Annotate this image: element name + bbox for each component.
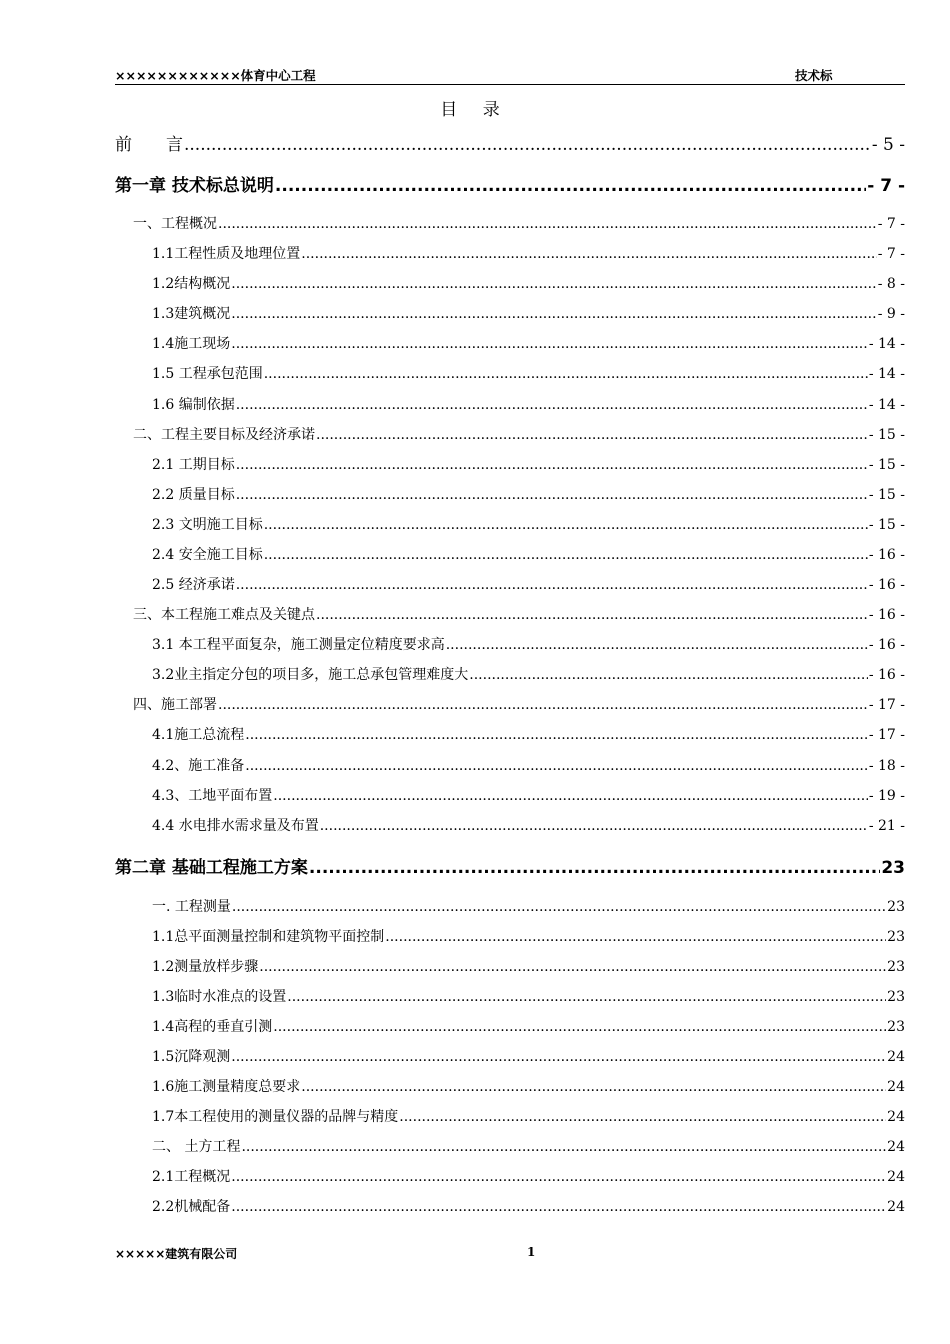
toc-entry-subsection[interactable] (152, 243, 905, 263)
toc-entry-page: 23 (887, 899, 905, 915)
toc-entry-label: 二、工程主要目标及经济承诺 (133, 427, 315, 443)
toc-entry-label: 2.1 工期目标 (152, 457, 235, 473)
toc-entry-section[interactable] (152, 1136, 905, 1156)
toc-entry-subsection[interactable] (152, 273, 905, 293)
toc-entry-label: 前 言 (115, 135, 183, 155)
toc-entry-label: 4.2、施工准备 (152, 758, 245, 774)
toc-entry-page: 23 (887, 929, 905, 945)
toc-entry-page: - 7 - (877, 246, 905, 262)
toc-entry-label: 第一章 技术标总说明 (115, 176, 274, 196)
toc-entry-section[interactable] (133, 213, 905, 233)
toc-entry-subsection[interactable] (152, 544, 905, 564)
toc-entry-page: - 17 - (868, 697, 905, 713)
toc-entry-subsection[interactable] (152, 1106, 905, 1126)
toc-entry-page: - 16 - (868, 667, 905, 683)
toc-entry-page: 24 (887, 1049, 905, 1065)
toc-entry-page: - 7 - (867, 176, 905, 196)
toc-entry-subsection[interactable] (152, 724, 905, 744)
toc-entry-label: 2.3 文明施工目标 (152, 517, 263, 533)
toc-entry-page: - 14 - (868, 366, 905, 382)
toc-entry-label: 3.1 本工程平面复杂，施工测量定位精度要求高 (152, 637, 445, 653)
toc-entry-label: 4.3、工地平面布置 (152, 788, 273, 804)
toc-entry-label: 2.4 安全施工目标 (152, 547, 263, 563)
page-header (115, 66, 905, 85)
toc-entry-subsection[interactable] (152, 394, 905, 414)
toc-entry-label: 2.5 经济承诺 (152, 577, 235, 593)
toc-entry-label: 1.4施工现场 (152, 336, 231, 352)
toc-entry-page: 24 (887, 1139, 905, 1155)
toc-entry-subsection[interactable] (152, 484, 905, 504)
toc-entry-subsection[interactable] (152, 1046, 905, 1066)
toc-entry-label: 4.4 水电排水需求量及布置 (152, 818, 319, 834)
toc-entry-page: - 16 - (868, 607, 905, 623)
toc-entry-page: - 15 - (868, 457, 905, 473)
toc-entry-label: 2.2 质量目标 (152, 487, 235, 503)
footer-page-number: 1 (527, 1245, 536, 1259)
toc-entry-page: - 14 - (868, 397, 905, 413)
toc-entry-label: 1.1工程性质及地理位置 (152, 246, 301, 262)
toc-entry-page: 24 (887, 1079, 905, 1095)
toc-entry-subsection[interactable] (152, 664, 905, 684)
toc-entry-page: 24 (887, 1109, 905, 1125)
toc-entry-label: 第二章 基础工程施工方案 (115, 858, 308, 878)
toc-entry-subsection[interactable] (152, 303, 905, 323)
toc-entry-page: - 9 - (877, 306, 905, 322)
toc-entry-chapter-2[interactable] (115, 853, 905, 878)
toc-entry-page: - 16 - (868, 577, 905, 593)
toc-entry-page: - 16 - (868, 637, 905, 653)
toc-entry-label: 2.1工程概况 (152, 1169, 231, 1185)
toc-entry-label: 1.6施工测量精度总要求 (152, 1079, 301, 1095)
toc-entry-page: - 8 - (877, 276, 905, 292)
toc-entry-page: - 15 - (868, 427, 905, 443)
toc-entry-section[interactable] (152, 896, 905, 916)
toc-entry-preface[interactable] (115, 130, 905, 155)
toc-entry-subsection[interactable] (152, 986, 905, 1006)
toc-entry-section[interactable] (133, 604, 905, 624)
toc-entry-page: - 18 - (868, 758, 905, 774)
toc-entry-label: 一、工程概况 (133, 216, 217, 232)
toc-entry-subsection[interactable] (152, 634, 905, 654)
toc-entry-page: - 7 - (877, 216, 905, 232)
toc-entry-label: 1.1总平面测量控制和建筑物平面控制 (152, 929, 385, 945)
toc-entry-subsection[interactable] (152, 574, 905, 594)
toc-entry-subsection[interactable] (152, 514, 905, 534)
toc-entry-section[interactable] (133, 694, 905, 714)
toc-entry-page: - 19 - (868, 788, 905, 804)
toc-entry-page: 23 (887, 989, 905, 1005)
toc-entry-subsection[interactable] (152, 363, 905, 383)
toc-entry-page: - 14 - (868, 336, 905, 352)
toc-entry-label: 1.4高程的垂直引测 (152, 1019, 273, 1035)
toc-entry-page: 24 (887, 1169, 905, 1185)
toc-entry-label: 1.5沉降观测 (152, 1049, 231, 1065)
toc-entry-page: - 16 - (868, 547, 905, 563)
toc-entry-label: 三、本工程施工难点及关键点 (133, 607, 315, 623)
toc-entry-subsection[interactable] (152, 333, 905, 353)
toc-entry-page: - 15 - (868, 517, 905, 533)
toc-entry-subsection[interactable] (152, 1196, 905, 1216)
toc-entry-chapter-1[interactable] (115, 171, 905, 196)
toc-entry-label: 四、施工部署 (133, 697, 217, 713)
toc-entry-label: 1.5 工程承包范围 (152, 366, 263, 382)
toc-entry-page: - 17 - (868, 727, 905, 743)
toc-entry-subsection[interactable] (152, 1016, 905, 1036)
toc-entry-label: 1.7本工程使用的测量仪器的品牌与精度 (152, 1109, 399, 1125)
toc-entry-subsection[interactable] (152, 785, 905, 805)
toc-entry-subsection[interactable] (152, 815, 905, 835)
toc-entry-label: 1.2结构概况 (152, 276, 231, 292)
toc-entry-subsection[interactable] (152, 926, 905, 946)
header-project-title: ××××××××××××体育中心工程 (115, 68, 316, 83)
toc-entry-subsection[interactable] (152, 1166, 905, 1186)
toc-entry-label: 1.6 编制依据 (152, 397, 235, 413)
toc-entry-label: 4.1施工总流程 (152, 727, 245, 743)
toc-entry-page: 23 (881, 858, 905, 878)
header-doc-type: 技术标 (795, 68, 833, 83)
toc-entry-subsection[interactable] (152, 454, 905, 474)
toc-entry-label: 一. 工程测量 (152, 899, 231, 915)
toc-entry-subsection[interactable] (152, 1076, 905, 1096)
toc-entry-label: 二、 土方工程 (152, 1139, 241, 1155)
toc-entry-page: 23 (887, 1019, 905, 1035)
toc-entry-label: 1.3临时水准点的设置 (152, 989, 287, 1005)
footer-company: ×××××建筑有限公司 (115, 1247, 238, 1261)
toc-entry-label: 1.3建筑概况 (152, 306, 231, 322)
toc-entry-page: 24 (887, 1199, 905, 1215)
page-footer (115, 1245, 905, 1261)
toc-entry-label: 1.2测量放样步骤 (152, 959, 259, 975)
toc-title: 目 录 (440, 100, 510, 120)
toc-entry-subsection[interactable] (152, 755, 905, 775)
toc-entry-subsection[interactable] (152, 956, 905, 976)
toc-entry-page: - 21 - (868, 818, 905, 834)
toc-entry-label: 3.2业主指定分包的项目多，施工总承包管理难度大 (152, 667, 469, 683)
toc-entry-page: 23 (887, 959, 905, 975)
toc-entry-page: - 15 - (868, 487, 905, 503)
toc-entry-section[interactable] (133, 424, 905, 444)
toc-entry-label: 2.2机械配备 (152, 1199, 231, 1215)
toc-entry-page: - 5 - (871, 135, 905, 155)
